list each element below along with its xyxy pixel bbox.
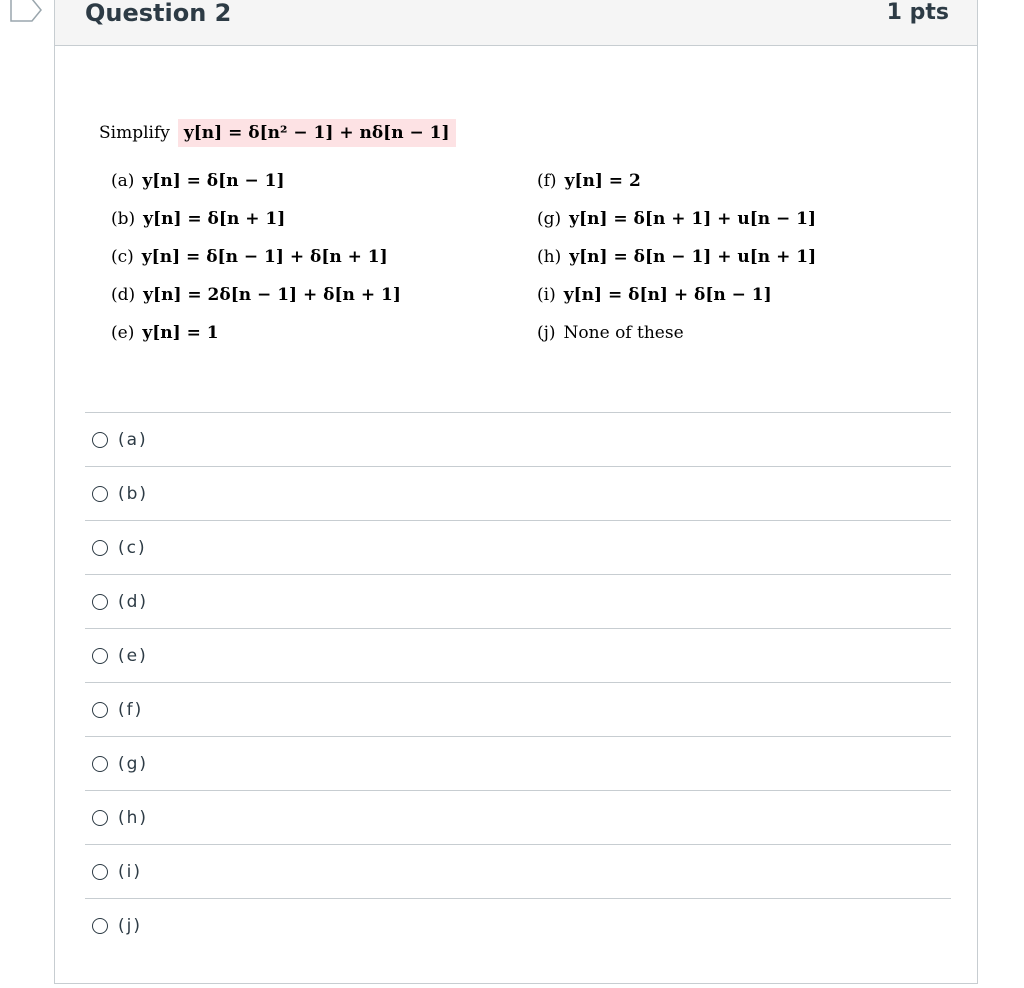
choice-letter: (a) xyxy=(111,171,135,191)
choice-letter: (d) xyxy=(111,285,136,305)
answer-label[interactable]: (i) xyxy=(118,861,142,882)
answer-label[interactable]: (g) xyxy=(118,753,149,774)
choice-expr: y[n] = 1 xyxy=(142,323,219,343)
answer-option-a[interactable] xyxy=(85,412,951,466)
answer-label[interactable]: (h) xyxy=(118,807,149,828)
question-card xyxy=(54,0,978,984)
answer-option-d[interactable] xyxy=(85,574,951,628)
radio-unchecked-icon[interactable] xyxy=(92,432,108,448)
choice-letter: (b) xyxy=(111,209,136,229)
prompt-equation: y[n] = δ[n² − 1] + nδ[n − 1] xyxy=(178,119,456,147)
choice-letter: (i) xyxy=(537,285,556,305)
choice-a xyxy=(111,167,537,195)
choice-expr: y[n] = δ[n] + δ[n − 1] xyxy=(563,285,772,305)
choice-letter: (j) xyxy=(537,323,556,343)
choice-expr: y[n] = δ[n − 1] + δ[n + 1] xyxy=(141,247,388,267)
answer-label[interactable]: (a) xyxy=(118,429,148,450)
choice-g xyxy=(537,205,917,233)
flag-bookmark-icon[interactable] xyxy=(10,0,42,22)
answer-option-j[interactable] xyxy=(85,898,951,952)
choice-letter: (e) xyxy=(111,323,135,343)
radio-unchecked-icon[interactable] xyxy=(92,648,108,664)
choice-expr: y[n] = δ[n − 1] + u[n + 1] xyxy=(569,247,817,267)
radio-unchecked-icon[interactable] xyxy=(92,540,108,556)
radio-unchecked-icon[interactable] xyxy=(92,756,108,772)
choice-expr: y[n] = 2 xyxy=(564,171,641,191)
choice-i xyxy=(537,281,917,309)
choice-letter: (h) xyxy=(537,247,562,267)
answer-option-b[interactable] xyxy=(85,466,951,520)
answer-label[interactable]: (b) xyxy=(118,483,149,504)
radio-unchecked-icon[interactable] xyxy=(92,702,108,718)
choice-f xyxy=(537,167,917,195)
choice-j xyxy=(537,319,917,347)
answer-option-c[interactable] xyxy=(85,520,951,574)
question-header xyxy=(55,0,977,46)
question-body xyxy=(99,119,919,347)
radio-unchecked-icon[interactable] xyxy=(92,810,108,826)
answer-label[interactable]: (d) xyxy=(118,591,149,612)
answer-option-g[interactable] xyxy=(85,736,951,790)
choice-d xyxy=(111,281,537,309)
answer-label[interactable]: (j) xyxy=(118,915,142,936)
answer-option-h[interactable] xyxy=(85,790,951,844)
answer-label[interactable]: (e) xyxy=(118,645,148,666)
radio-unchecked-icon[interactable] xyxy=(92,486,108,502)
answer-option-i[interactable] xyxy=(85,844,951,898)
choice-b xyxy=(111,205,537,233)
choice-letter: (g) xyxy=(537,209,562,229)
choice-expr: y[n] = δ[n + 1] + u[n − 1] xyxy=(569,209,817,229)
choices-grid xyxy=(111,167,919,347)
choice-h xyxy=(537,243,917,271)
prompt-text: Simplify xyxy=(99,123,170,143)
answer-label[interactable]: (f) xyxy=(118,699,144,720)
choice-c xyxy=(111,243,537,271)
question-title: Question 2 xyxy=(85,0,232,27)
prompt-line xyxy=(99,119,919,147)
radio-unchecked-icon[interactable] xyxy=(92,918,108,934)
choice-letter: (c) xyxy=(111,247,134,267)
question-points: 1 pts xyxy=(886,0,949,25)
choice-expr: y[n] = δ[n − 1] xyxy=(142,171,285,191)
radio-unchecked-icon[interactable] xyxy=(92,594,108,610)
answer-label[interactable]: (c) xyxy=(118,537,147,558)
choice-expr: None of these xyxy=(563,323,684,343)
choice-expr: y[n] = δ[n + 1] xyxy=(143,209,286,229)
choice-expr: y[n] = 2δ[n − 1] + δ[n + 1] xyxy=(143,285,401,305)
radio-unchecked-icon[interactable] xyxy=(92,864,108,880)
answer-list xyxy=(85,412,951,952)
answer-option-f[interactable] xyxy=(85,682,951,736)
choice-letter: (f) xyxy=(537,171,557,191)
choice-e xyxy=(111,319,537,347)
answer-option-e[interactable] xyxy=(85,628,951,682)
